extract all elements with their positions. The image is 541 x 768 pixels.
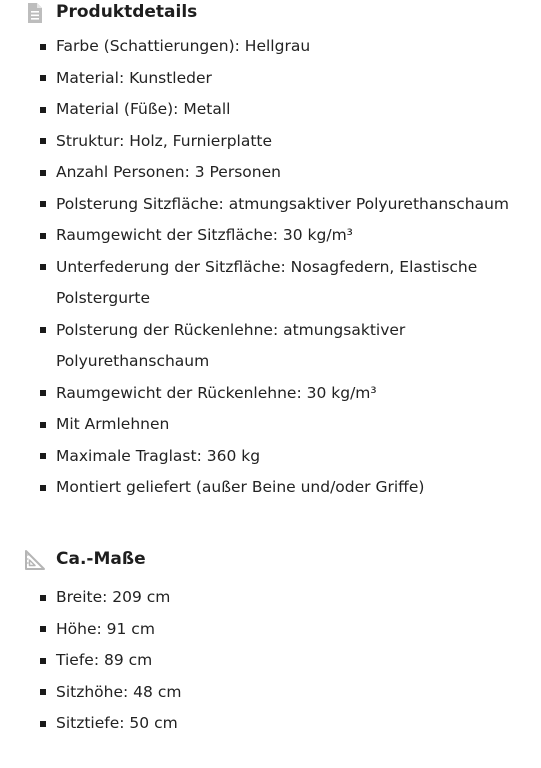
list-item-text: Material (Füße): Metall <box>56 100 231 118</box>
dimensions-list <box>0 582 541 740</box>
list-item-text: Polsterung der Rückenlehne: atmungsaktiver Polyurethanschaum <box>56 320 406 370</box>
list-item <box>0 126 541 158</box>
bullet-square-icon <box>40 721 46 727</box>
list-item-text: Maximale Traglast: 360 kg <box>56 446 261 465</box>
list-item-text: Breite: 209 cm <box>56 588 171 606</box>
dimensions-section <box>0 547 541 732</box>
bullet-square-icon <box>40 595 46 601</box>
list-item-text: Montiert geliefert (außer Beine und/oder Griffe) <box>56 478 425 496</box>
product-details-header <box>0 0 541 28</box>
dimensions-header <box>0 547 541 575</box>
bullet-square-icon <box>40 658 46 664</box>
list-item <box>0 378 541 410</box>
bullet-square-icon <box>40 689 46 695</box>
ruler-triangle-icon <box>24 549 46 571</box>
list-item <box>0 189 541 221</box>
list-item-text: Struktur: Holz, Furnierplatte <box>56 131 273 150</box>
list-item <box>0 220 541 252</box>
bullet-square-icon <box>40 453 46 459</box>
bullet-square-icon <box>40 422 46 428</box>
list-item <box>0 315 541 378</box>
list-item-text: Sitztiefe: 50 cm <box>56 714 178 732</box>
list-item <box>0 708 541 740</box>
list-item-text: Polsterung Sitzfläche: atmungsaktiver Polyurethanschaum <box>56 194 510 213</box>
bullet-square-icon <box>40 170 46 176</box>
section-title: Ca.-Maße <box>56 549 146 569</box>
bullet-square-icon <box>40 138 46 144</box>
list-item-text: Tiefe: 89 cm <box>56 651 153 669</box>
product-details-list <box>0 31 541 504</box>
list-item-text: Material: Kunstleder <box>56 68 212 87</box>
bullet-square-icon <box>40 107 46 113</box>
list-item <box>0 645 541 677</box>
list-item <box>0 441 541 473</box>
list-item <box>0 94 541 126</box>
list-item <box>0 582 541 614</box>
bullet-square-icon <box>40 626 46 632</box>
list-item-text: Sitzhöhe: 48 cm <box>56 682 182 701</box>
list-item-text: Unterfederung der Sitzfläche: Nosagfedern, Elastische Polstergurte <box>56 257 478 307</box>
section-title: Produktdetails <box>56 2 198 22</box>
list-item-text: Raumgewicht der Sitzfläche: 30 kg/m³ <box>56 226 353 244</box>
list-item-text: Raumgewicht der Rückenlehne: 30 kg/m³ <box>56 383 377 402</box>
bullet-square-icon <box>40 390 46 396</box>
bullet-square-icon <box>40 201 46 207</box>
list-item <box>0 31 541 63</box>
list-item <box>0 63 541 95</box>
list-item <box>0 614 541 646</box>
document-icon <box>24 2 46 24</box>
list-item <box>0 677 541 709</box>
list-item-text: Mit Armlehnen <box>56 415 170 433</box>
bullet-square-icon <box>40 485 46 491</box>
bullet-square-icon <box>40 327 46 333</box>
list-item-text: Farbe (Schattierungen): Hellgrau <box>56 37 311 55</box>
list-item <box>0 252 541 315</box>
list-item-text: Anzahl Personen: 3 Personen <box>56 163 281 181</box>
list-item <box>0 157 541 189</box>
bullet-square-icon <box>40 44 46 50</box>
bullet-square-icon <box>40 75 46 81</box>
list-item <box>0 409 541 441</box>
list-item-text: Höhe: 91 cm <box>56 619 155 638</box>
bullet-square-icon <box>40 264 46 270</box>
bullet-square-icon <box>40 233 46 239</box>
list-item <box>0 472 541 504</box>
